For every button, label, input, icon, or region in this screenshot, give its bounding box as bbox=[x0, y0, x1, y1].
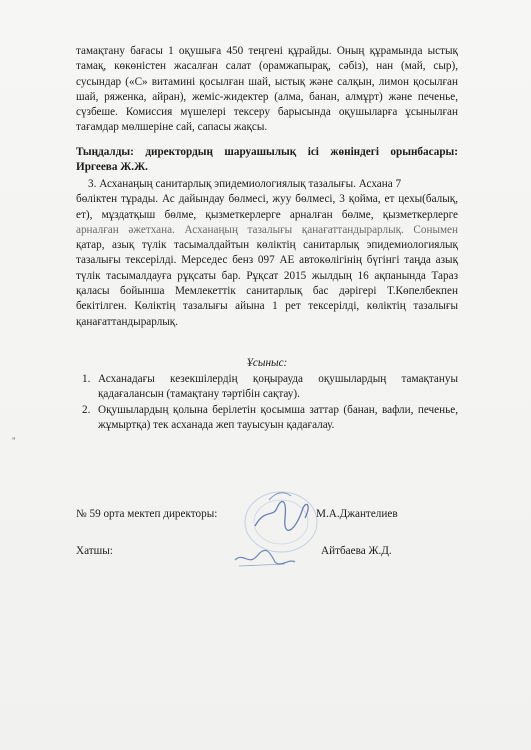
heard-heading bbox=[76, 145, 458, 176]
text-line: қанағаттандырарлық. bbox=[76, 315, 179, 328]
proposal-item bbox=[76, 403, 458, 434]
text-line: арналған әжетхана. Асханаңың тазалығы қанағаттандырарлық. Сонымен bbox=[76, 223, 458, 236]
proposal-item-text: Асханадағы кезекшілердің қоңырауда оқушылардың тамақтануы қадағалансын (тамақтану тәртібін сақтау). bbox=[98, 373, 458, 401]
director-label: № 59 орта мектеп директоры: bbox=[76, 508, 218, 520]
director-name: М.А.Джантелиев bbox=[316, 508, 398, 520]
text-line: шай, ряженка, айран), жеміс-жидектер (алма, банан, алмұрт) және печенье, bbox=[76, 90, 458, 103]
secretary-name: Айтбаева Ж.Д. bbox=[321, 545, 392, 557]
proposal-list bbox=[76, 372, 458, 433]
proposal-item bbox=[76, 372, 458, 403]
text-line: сүзбеше. Комиссия мүшелері тексеру барысында оқушыларға ұсынылған bbox=[76, 106, 458, 119]
heard-line-1: Тыңдалды: директордың шаруашылық ісі жөніндегі орынбасары: bbox=[76, 146, 458, 158]
item-3-first-line: 3. Асханаңың санитарлық эпидемиологиялық тазалығы. Асхана 7 bbox=[88, 178, 402, 190]
signature-stamp-image bbox=[225, 478, 335, 578]
text-line: тамақтану бағасы 1 оқушыға 450 теңгені құрайды. Оның құрамында ыстық bbox=[76, 45, 458, 57]
text-line: бөліктен тұрады. Ас дайындау бөлмесі, жуу бөлмесі, 3 қойма, ет цехы(балық, bbox=[76, 193, 458, 206]
item-3-canteen-hygiene bbox=[76, 177, 458, 330]
text-line: түлік тасымалдауға рұқсаты бар. Рұқсат 2015 жылдың 16 ақпанында Тараз bbox=[76, 269, 458, 282]
text-line: сусындар («С» витамині қосылған шай, ыстық және салқын, лимон қосылған bbox=[76, 75, 458, 88]
text-line: бекітілген. Көліктің тазалығы айына 1 рет тексерілді, көліктің тазалығы bbox=[76, 300, 458, 313]
proposal-item-number: 1. bbox=[82, 373, 91, 385]
text-line: ет), мұздатқыш бөлме, қызметкерлерге арналған бөлме, қызметкерлерге bbox=[76, 208, 458, 221]
text-line: қаласы бойынша Мемлекеттік санитарлық бас дәрігері Т.Көпелбекпен bbox=[76, 285, 458, 298]
text-line: қатар, азық түлік тасымалдайтын көліктің санитарлық эпидемиологиялық bbox=[76, 239, 458, 252]
text-line: тағамдар мөлшеріне сай, сапасы жақсы. bbox=[76, 121, 268, 134]
proposal-title: Ұсыныс: bbox=[246, 357, 288, 369]
margin-mark: " bbox=[12, 436, 16, 446]
text-line: тазалығы тексерілді. Мерседес бенз 097 АЕ автокөлігінің бүгінгі таңда азық bbox=[76, 254, 458, 267]
text-line: тамақ, көкөністен жасалған салат (орамжапырақ, сәбіз), нан (май, сыр), bbox=[76, 60, 458, 73]
paragraph-meal-composition bbox=[76, 44, 458, 136]
proposal-item-number: 2. bbox=[82, 403, 91, 416]
proposal-item-text: Оқушылардың қолына берілетін қосымша заттар (банан, вафли, печенье, жұмыртқа) тек асханада жеп тауысуын қадағалау. bbox=[98, 403, 458, 431]
secretary-label: Хатшы: bbox=[76, 545, 113, 557]
heard-line-2: Иргеева Ж.Ж. bbox=[76, 161, 148, 174]
